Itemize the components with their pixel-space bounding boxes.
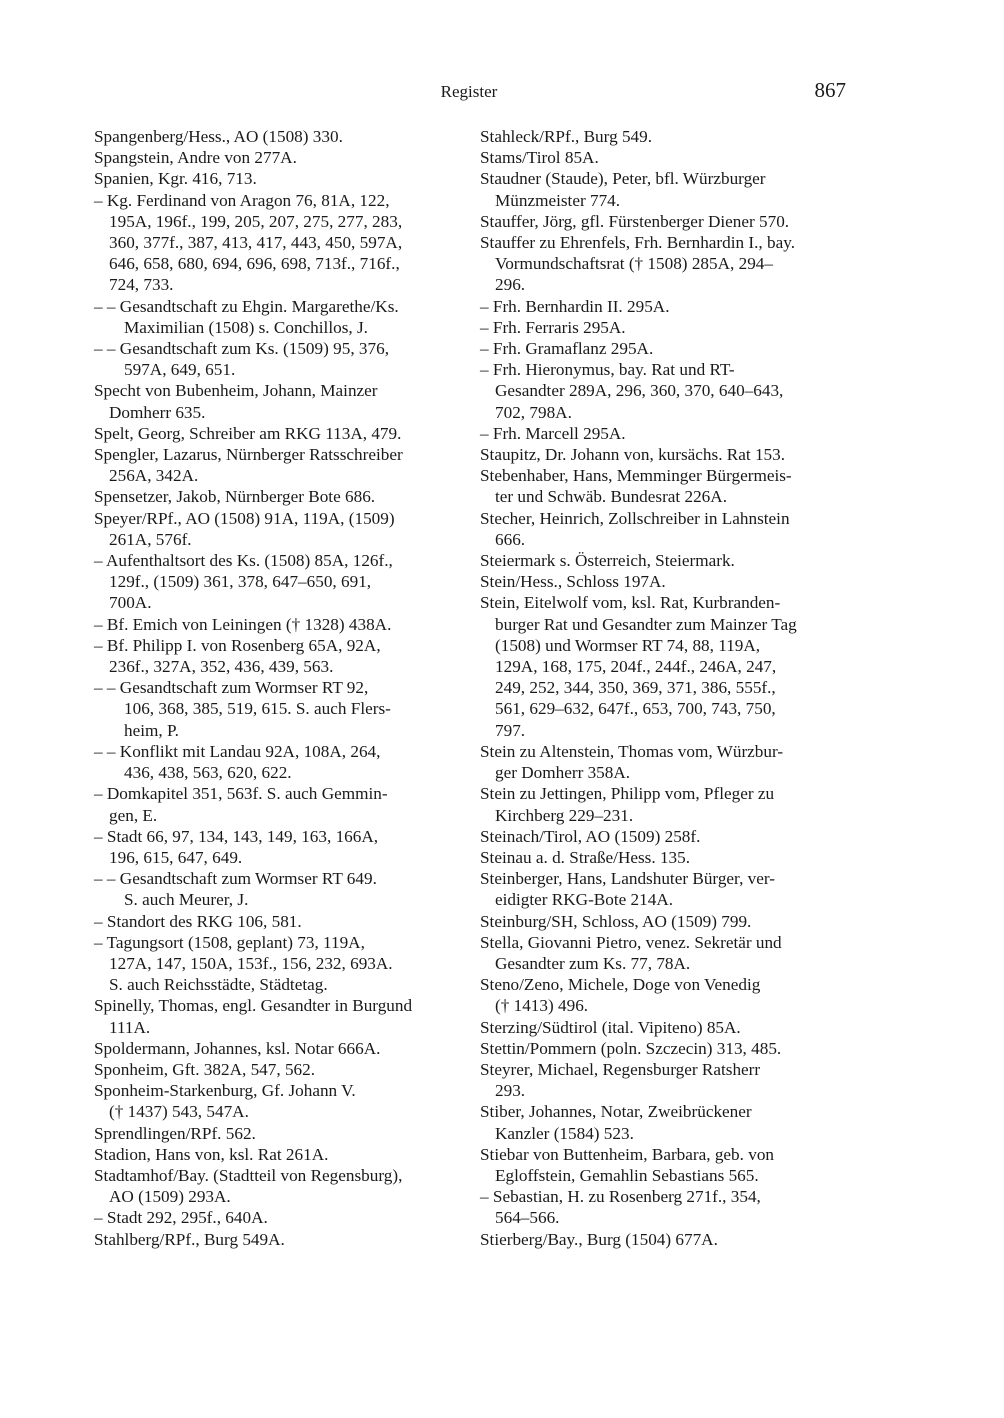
index-entry-line: Maximilian (1508) s. Conchillos, J. xyxy=(124,317,368,337)
index-entry-line: Steinau a. d. Straße/Hess. 135. xyxy=(480,847,691,867)
index-entry-line: Stahlberg/RPf., Burg 549A. xyxy=(94,1229,285,1249)
index-entry-line: Specht von Bubenheim, Johann, Mainzer xyxy=(94,381,378,401)
index-entry-line: Stein, Eitelwolf vom, ksl. Rat, Kurbranden- xyxy=(480,593,781,613)
index-entry-line: 261A, 576f. xyxy=(109,529,192,549)
index-entry-line: Steinberger, Hans, Landshuter Bürger, ver- xyxy=(480,869,775,889)
index-entry xyxy=(480,359,852,423)
index-entry xyxy=(480,444,852,465)
index-entry-line: – Domkapitel 351, 563f. S. auch Gemmin- xyxy=(94,784,388,804)
index-entry xyxy=(480,1101,852,1143)
index-entry-line: 236f., 327A, 352, 436, 439, 563. xyxy=(109,657,334,677)
index-entry xyxy=(480,932,852,974)
index-entry-line: ter und Schwäb. Bundesrat 226A. xyxy=(495,487,727,507)
index-entry xyxy=(94,444,464,486)
index-entry xyxy=(480,317,852,338)
index-entry-line: Stettin/Pommern (poln. Szczecin) 313, 485. xyxy=(480,1038,782,1058)
page-number: 867 xyxy=(814,78,846,102)
index-entry-line: Sprendlingen/RPf. 562. xyxy=(94,1123,256,1143)
index-entry xyxy=(94,1144,464,1165)
index-entry xyxy=(94,995,464,1037)
index-entry xyxy=(480,147,852,168)
index-entry xyxy=(94,126,464,147)
index-entry-line: – Frh. Bernhardin II. 295A. xyxy=(480,296,670,316)
index-entry-line: Münzmeister 774. xyxy=(495,190,621,210)
index-entry-line: 360, 377f., 387, 413, 417, 443, 450, 597A, xyxy=(109,233,403,253)
index-entry xyxy=(94,1123,464,1144)
index-entry-line: – Kg. Ferdinand von Aragon 76, 81A, 122, xyxy=(94,190,390,210)
index-entry xyxy=(94,1229,464,1250)
index-entry-line: Stauffer zu Ehrenfels, Frh. Bernhardin I., bay. xyxy=(480,233,796,253)
index-entry-line: Domherr 635. xyxy=(109,402,206,422)
index-entry xyxy=(94,380,464,422)
index-entry-line: 256A, 342A. xyxy=(109,466,199,486)
index-entry xyxy=(480,1038,852,1059)
index-entry-line: Steno/Zeno, Michele, Doge von Venedig xyxy=(480,975,761,995)
index-entry xyxy=(480,1059,852,1101)
index-entry-line: 249, 252, 344, 350, 369, 371, 386, 555f., xyxy=(495,678,776,698)
index-entry-line: – Bf. Philipp I. von Rosenberg 65A, 92A, xyxy=(94,635,381,655)
index-entry-line: Spangstein, Andre von 277A. xyxy=(94,148,297,168)
index-column-left xyxy=(94,126,464,1250)
index-entry xyxy=(94,1165,464,1207)
index-entry-line: Sterzing/Südtirol (ital. Vipiteno) 85A. xyxy=(480,1017,741,1037)
index-entry-line: Sponheim, Gft. 382A, 547, 562. xyxy=(94,1059,316,1079)
index-entry xyxy=(94,508,464,550)
index-entry-line: Spengler, Lazarus, Nürnberger Ratsschreiber xyxy=(94,445,403,465)
index-entry xyxy=(480,508,852,550)
index-entry-line: 724, 733. xyxy=(109,275,174,295)
index-entry-line: – Stadt 66, 97, 134, 143, 149, 163, 166A, xyxy=(94,826,379,846)
index-entry-line: Stecher, Heinrich, Zollschreiber in Lahnstein xyxy=(480,508,790,528)
index-entry-line: – Standort des RKG 106, 581. xyxy=(94,911,302,931)
index-entry-line: 564–566. xyxy=(495,1208,560,1228)
index-entry-line: S. auch Meurer, J. xyxy=(124,890,249,910)
index-entry-line: – – Gesandtschaft zu Ehgin. Margarethe/Ks. xyxy=(94,296,399,316)
index-entry xyxy=(94,486,464,507)
index-entry-line: († 1413) 496. xyxy=(495,996,589,1016)
index-entry xyxy=(480,1017,852,1038)
index-entry-line: 111A. xyxy=(109,1017,151,1037)
index-entry xyxy=(94,741,464,783)
index-entry-line: 196, 615, 647, 649. xyxy=(109,847,243,867)
index-entry-line: Kanzler (1584) 523. xyxy=(495,1123,634,1143)
index-entry-line: Stadion, Hans von, ksl. Rat 261A. xyxy=(94,1144,329,1164)
index-entry-line: 666. xyxy=(495,529,526,549)
index-entry-line: Stahleck/RPf., Burg 549. xyxy=(480,127,653,146)
index-entry xyxy=(94,550,464,614)
index-entry xyxy=(480,826,852,847)
index-entry-line: Stiber, Johannes, Notar, Zweibrückener xyxy=(480,1102,752,1122)
index-entry xyxy=(480,741,852,783)
index-entry-line: Stiebar von Buttenheim, Barbara, geb. von xyxy=(480,1144,775,1164)
index-entry xyxy=(480,1144,852,1186)
index-entry xyxy=(94,190,464,296)
index-entry-line: burger Rat und Gesandter zum Mainzer Tag xyxy=(495,614,797,634)
index-entry xyxy=(480,550,852,571)
index-entry xyxy=(480,868,852,910)
index-entry xyxy=(94,1038,464,1059)
index-entry xyxy=(480,465,852,507)
index-entry xyxy=(94,168,464,189)
index-entry xyxy=(480,338,852,359)
index-entry-line: ger Domherr 358A. xyxy=(495,763,631,783)
index-entry-line: Spoldermann, Johannes, ksl. Notar 666A. xyxy=(94,1038,381,1058)
index-entry-line: Spensetzer, Jakob, Nürnberger Bote 686. xyxy=(94,487,376,507)
index-entry-line: – – Gesandtschaft zum Wormser RT 649. xyxy=(94,869,377,889)
index-entry xyxy=(94,932,464,996)
index-entry-line: Egloffstein, Gemahlin Sebastians 565. xyxy=(495,1165,759,1185)
index-entry-line: – Aufenthaltsort des Ks. (1508) 85A, 126f., xyxy=(94,551,393,571)
index-entry-line: Stadtamhof/Bay. (Stadtteil von Regensburg), xyxy=(94,1165,403,1185)
index-entry-line: Stauffer, Jörg, gfl. Fürstenberger Diener 570. xyxy=(480,211,790,231)
index-entry-line: – Sebastian, H. zu Rosenberg 271f., 354, xyxy=(480,1187,761,1207)
index-entry xyxy=(94,338,464,380)
index-entry xyxy=(94,911,464,932)
index-entry xyxy=(94,868,464,910)
index-entry-line: – Frh. Marcell 295A. xyxy=(480,423,626,443)
index-entry-line: 106, 368, 385, 519, 615. S. auch Flers- xyxy=(124,699,391,719)
index-column-right xyxy=(480,126,852,1250)
index-entry-line: Stein zu Altenstein, Thomas vom, Würzbur- xyxy=(480,741,784,761)
index-entry-line: Steyrer, Michael, Regensburger Ratsherr xyxy=(480,1059,761,1079)
index-entry-line: AO (1509) 293A. xyxy=(109,1187,231,1207)
index-entry-line: 797. xyxy=(495,720,526,740)
index-entry xyxy=(480,168,852,210)
index-entry-line: 296. xyxy=(495,275,526,295)
index-entry-line: Gesandter 289A, 296, 360, 370, 640–643, xyxy=(495,381,784,401)
index-entry xyxy=(94,783,464,825)
index-entry-line: Spelt, Georg, Schreiber am RKG 113A, 479. xyxy=(94,423,402,443)
index-entry xyxy=(480,423,852,444)
index-entry xyxy=(94,147,464,168)
index-entry-line: Stein/Hess., Schloss 197A. xyxy=(480,572,666,592)
index-entry-line: Stierberg/Bay., Burg (1504) 677A. xyxy=(480,1229,718,1249)
index-entry xyxy=(94,635,464,677)
index-entry-line: Stein zu Jettingen, Philipp vom, Pfleger zu xyxy=(480,784,775,804)
index-entry xyxy=(94,1080,464,1122)
index-entry-line: 436, 438, 563, 620, 622. xyxy=(124,763,292,783)
index-entry-line: gen, E. xyxy=(109,805,158,825)
index-entry xyxy=(480,847,852,868)
index-entry xyxy=(480,974,852,1016)
running-head: Register xyxy=(440,82,498,101)
index-entry xyxy=(480,911,852,932)
index-entry-line: – Bf. Emich von Leiningen († 1328) 438A. xyxy=(94,614,392,634)
index-entry-line: Stella, Giovanni Pietro, venez. Sekretär und xyxy=(480,932,782,952)
index-entry-line: Kirchberg 229–231. xyxy=(495,805,634,825)
index-entry xyxy=(94,296,464,338)
index-entry-line: 195A, 196f., 199, 205, 207, 275, 277, 283, xyxy=(109,211,403,231)
index-entry xyxy=(480,296,852,317)
index-entry xyxy=(480,1186,852,1228)
index-entry-line: Spinelly, Thomas, engl. Gesandter in Burgund xyxy=(94,996,413,1016)
index-entry-line: Sponheim-Starkenburg, Gf. Johann V. xyxy=(94,1081,356,1101)
index-entry-line: Gesandter zum Ks. 77, 78A. xyxy=(495,953,691,973)
index-entry-line: heim, P. xyxy=(124,720,179,740)
index-entry xyxy=(480,211,852,232)
index-entry-line: Staupitz, Dr. Johann von, kursächs. Rat 153. xyxy=(480,445,786,465)
index-entry-line: – Frh. Ferraris 295A. xyxy=(480,317,626,337)
index-entry xyxy=(94,826,464,868)
index-entry-line: eidigter RKG-Bote 214A. xyxy=(495,890,674,910)
index-entry-line: – Frh. Gramaflanz 295A. xyxy=(480,339,654,359)
index-entry-line: 127A, 147, 150A, 153f., 156, 232, 693A. xyxy=(109,953,393,973)
index-entry-line: (1508) und Wormser RT 74, 88, 119A, xyxy=(495,635,761,655)
index-entry-line: – – Konflikt mit Landau 92A, 108A, 264, xyxy=(94,741,381,761)
index-entry-line: Stebenhaber, Hans, Memminger Bürgermeis- xyxy=(480,466,792,486)
index-entry-line: Steinburg/SH, Schloss, AO (1509) 799. xyxy=(480,911,752,931)
index-entry-line: 700A. xyxy=(109,593,152,613)
index-entry-line: – Stadt 292, 295f., 640A. xyxy=(94,1208,268,1228)
index-entry xyxy=(480,1229,852,1250)
index-entry-line: 129A, 168, 175, 204f., 244f., 246A, 247, xyxy=(495,657,777,677)
index-entry-line: 702, 798A. xyxy=(495,402,572,422)
index-entry xyxy=(480,232,852,296)
index-entry xyxy=(480,592,852,740)
index-entry-line: Steiermark s. Österreich, Steiermark. xyxy=(480,551,735,571)
index-entry-line: 597A, 649, 651. xyxy=(124,360,236,380)
index-entry-line: – Frh. Hieronymus, bay. Rat und RT- xyxy=(480,360,735,380)
index-entry-line: 129f., (1509) 361, 378, 647–650, 691, xyxy=(109,572,372,592)
index-entry xyxy=(480,126,852,147)
index-entry-line: – – Gesandtschaft zum Ks. (1509) 95, 376, xyxy=(94,339,389,359)
index-entry xyxy=(94,614,464,635)
index-entry-line: Staudner (Staude), Peter, bfl. Würzburger xyxy=(480,169,766,189)
index-entry-line: († 1437) 543, 547A. xyxy=(109,1102,249,1122)
index-entry xyxy=(480,783,852,825)
index-entry-line: 561, 629–632, 647f., 653, 700, 743, 750, xyxy=(495,699,776,719)
index-entry xyxy=(94,677,464,741)
index-entry xyxy=(94,423,464,444)
index-entry xyxy=(94,1059,464,1080)
index-entry-line: Spanien, Kgr. 416, 713. xyxy=(94,169,257,189)
index-entry-line: Speyer/RPf., AO (1508) 91A, 119A, (1509) xyxy=(94,508,395,528)
index-entry xyxy=(480,571,852,592)
index-entry xyxy=(94,1207,464,1228)
index-entry-line: – – Gesandtschaft zum Wormser RT 92, xyxy=(94,678,369,698)
index-entry-line: Steinach/Tirol, AO (1509) 258f. xyxy=(480,826,701,846)
index-entry-line: – Tagungsort (1508, geplant) 73, 119A, xyxy=(94,932,365,952)
index-entry-line: Spangenberg/Hess., AO (1508) 330. xyxy=(94,127,343,146)
index-entry-line: Stams/Tirol 85A. xyxy=(480,148,599,168)
index-entry-line: 293. xyxy=(495,1081,526,1101)
index-entry-line: Vormundschaftsrat († 1508) 285A, 294– xyxy=(495,254,773,274)
index-entry-line: S. auch Reichsstädte, Städtetag. xyxy=(109,975,328,995)
index-entry-line: 646, 658, 680, 694, 696, 698, 713f., 716f., xyxy=(109,254,400,274)
